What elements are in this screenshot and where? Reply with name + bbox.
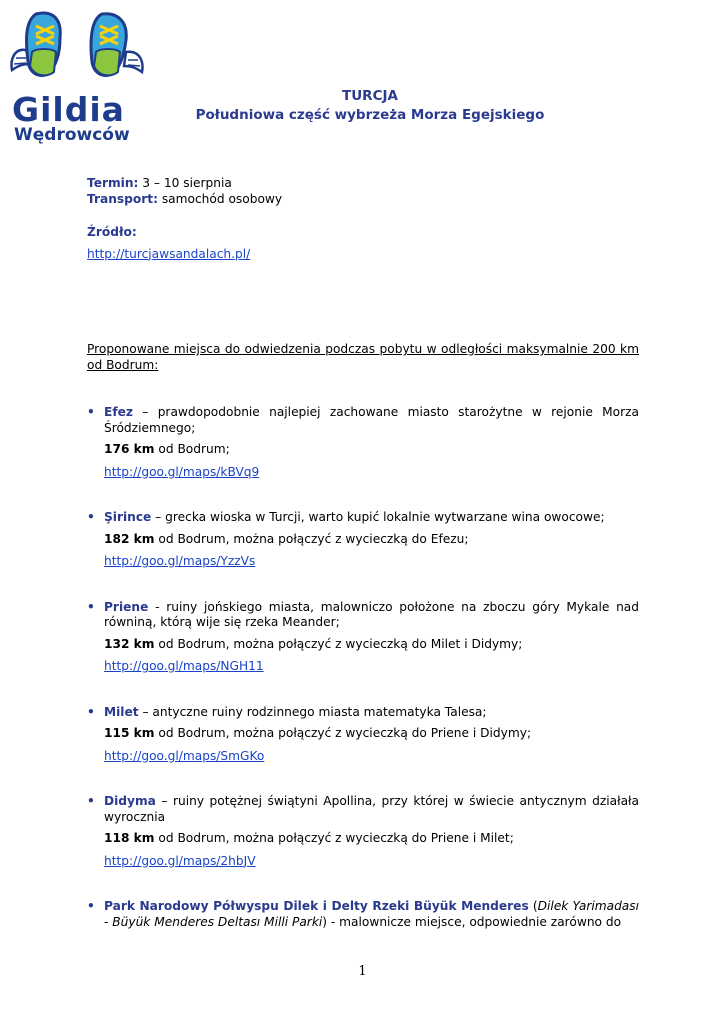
map-link-efez[interactable]: http://goo.gl/maps/kBVq9 [104, 464, 260, 479]
bullet-icon: • [87, 704, 95, 719]
place-desc: – antyczne ruiny rodzinnego miasta matematyka Talesa; [138, 704, 487, 719]
map-link-didyma[interactable]: http://goo.gl/maps/2hbJV [104, 853, 256, 868]
shoes-with-wings-icon [8, 8, 148, 90]
bullet-icon: • [87, 794, 95, 808]
zrodlo-label: Źródło: [87, 225, 137, 239]
place-desc: – ruiny potężnej świątyni Apollina, przy której w świecie antycznym działała wyrocznia [104, 794, 639, 824]
map-link-sirince[interactable]: http://goo.gl/maps/YzzVs [104, 554, 256, 568]
place-desc: – grecka wioska w Turcji, warto kupić lokalnie wytwarzane wina owocowe; [151, 510, 605, 524]
place-distance-text: od Bodrum; [154, 442, 230, 456]
document-body [87, 176, 639, 930]
list-item-park-narodowy [87, 899, 639, 930]
bullet-icon: • [87, 899, 95, 913]
page-number: 1 [358, 964, 367, 979]
place-name: Şirince [104, 510, 152, 524]
list-item-milet [87, 705, 639, 765]
place-desc: ) - malownicze miejsce, odpowiednie zarówno do [322, 914, 622, 929]
places-list [87, 405, 639, 930]
list-item-priene [87, 600, 639, 675]
place-name: Park Narodowy Półwyspu Dilek i Delty Rzeki Büyük Menderes [104, 899, 529, 913]
place-name: Didyma [104, 794, 156, 808]
termin-line [87, 176, 639, 192]
logo-text-gildia: Gildia [12, 90, 125, 129]
bullet-icon: • [87, 405, 95, 419]
transport-label: Transport: [87, 191, 158, 206]
place-distance: 176 km [104, 442, 155, 456]
document-title: TURCJA [342, 88, 398, 104]
termin-value: 3 – 10 sierpnia [138, 176, 232, 190]
place-distance-text: od Bodrum, można połączyć z wycieczką do Efezu; [154, 531, 469, 546]
transport-line [87, 192, 639, 208]
intro-text: Proponowane miejsca do odwiedzenia podczas pobytu w odległości maksymalnie 200 km od Bodrum: [87, 342, 639, 372]
place-distance: 182 km [104, 531, 155, 546]
place-distance-text: od Bodrum, można połączyć z wycieczką do Priene i Milet; [154, 831, 514, 845]
document-subtitle: Południowa część wybrzeża Morza Egejskiego [195, 107, 545, 123]
place-distance-text: od Bodrum, można połączyć z wycieczką do Priene i Didymy; [154, 726, 532, 740]
place-desc: – prawdopodobnie najlepiej zachowane miasto starożytne w rejonie Morza Śródziemnego; [104, 405, 639, 435]
bullet-icon: • [87, 599, 95, 614]
place-name: Efez [104, 405, 133, 419]
place-name: Milet [104, 704, 139, 719]
place-distance-text: od Bodrum, można połączyć z wycieczką do Milet i Didymy; [154, 636, 523, 651]
place-name: Priene [104, 599, 149, 614]
bullet-icon: • [87, 510, 95, 524]
place-alt-name: Dilek Yarimadası - Büyük Menderes Deltası Milli Parki [104, 899, 640, 929]
place-distance: 132 km [104, 636, 155, 651]
transport-value: samochód osobowy [157, 191, 283, 206]
list-item-efez [87, 405, 639, 480]
list-item-sirince [87, 510, 639, 570]
place-distance: 115 km [104, 726, 155, 740]
zrodlo-link[interactable]: http://turcjawsandalach.pl/ [87, 246, 251, 261]
map-link-priene[interactable]: http://goo.gl/maps/NGH11 [104, 659, 264, 673]
termin-label: Termin: [87, 176, 139, 190]
logo-text-wedrowcow: Wędrowców [14, 125, 130, 145]
list-item-didyma [87, 794, 639, 869]
document-title-block [150, 87, 590, 125]
logo [8, 8, 148, 143]
map-link-milet[interactable]: http://goo.gl/maps/SmGKo [104, 748, 265, 763]
place-distance: 118 km [104, 831, 155, 845]
paren-open: ( [528, 899, 538, 913]
place-desc: - ruiny jońskiego miasta, malowniczo położone na zboczu góry Mykale nad równiną, którą wije się rzeka Meander; [104, 599, 639, 629]
